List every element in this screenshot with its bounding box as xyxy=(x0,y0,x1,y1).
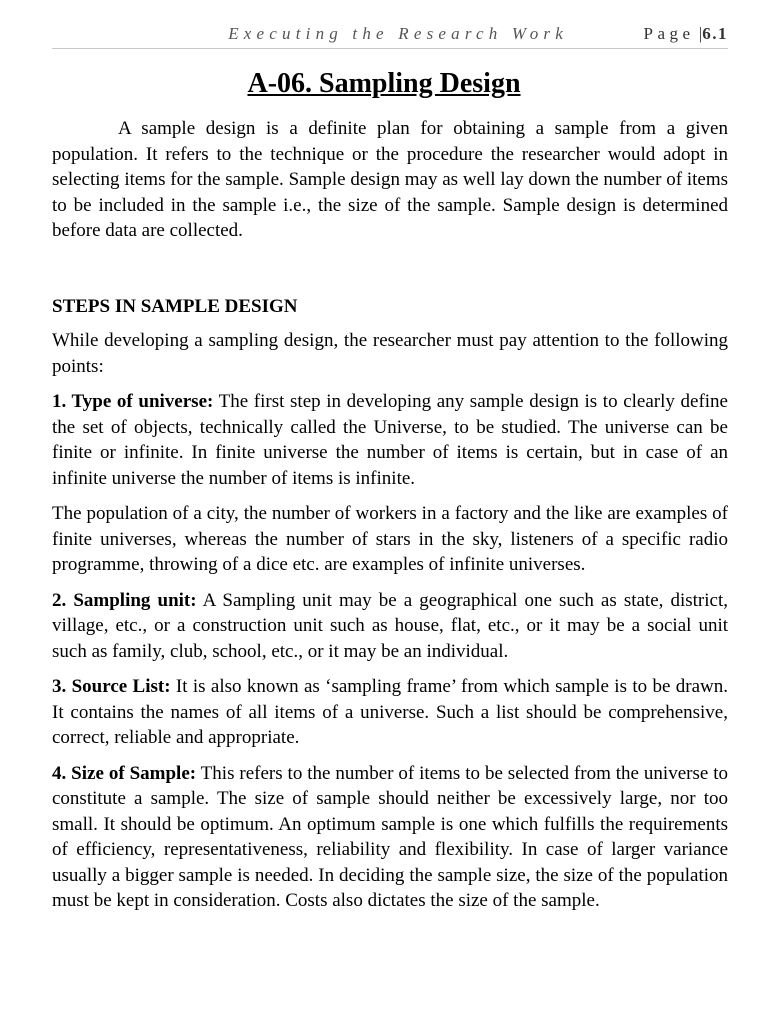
point-sampling-unit xyxy=(52,588,728,665)
steps-intro-paragraph: While developing a sampling design, the researcher must pay attention to the following points: xyxy=(52,330,728,377)
point-label: 4. Size of Sample: xyxy=(52,762,197,784)
point-source-list xyxy=(52,674,728,751)
running-title: Executing the Research Work xyxy=(228,24,568,43)
point-type-of-universe xyxy=(52,389,728,491)
document-body xyxy=(52,116,728,924)
point-text: This refers to the number of items to be selected from the universe to constitute a sample. The size of sample should neither be excessively large, nor too small. It should be optimum. An optimum sample is one which fulfills the requirements of efficiency, representativeness, reliability and flexibility. In case of larger variance usually a bigger sample is needed. In deciding the sample size, the size of the population must be kept in consideration. Costs also dictates the size of the sample. xyxy=(52,762,728,911)
page-title: A-06. Sampling Design xyxy=(247,68,521,99)
point-text: The population of a city, the number of workers in a factory and the like are examples of finite universes, whereas the number of stars in the sky, listeners of a specific radio programme, throwing of a dice etc. are examples of infinite universes. xyxy=(52,503,728,575)
point-label: 3. Source List: xyxy=(52,676,171,697)
point-size-of-sample xyxy=(52,761,728,914)
point-label: 1. Type of universe: xyxy=(52,391,214,412)
page-separator: | xyxy=(698,24,703,43)
point-label: 2. Sampling unit: xyxy=(52,589,197,611)
point-text: A Sampling unit may be a geographical one such as state, district, village, etc., or a construction unit such as house, flat, etc., or it may be a social unit such as family, club, school, etc., or it may be an individual. xyxy=(52,589,728,662)
page-number: 6.1 xyxy=(702,24,728,43)
point-text: It is also known as ‘sampling frame’ from which sample is to be drawn. It contains the names of all items of a universe. Such a list should be comprehensive, correct, reliable and appropriate. xyxy=(52,676,728,748)
page-number-block xyxy=(644,24,728,44)
point-text: The first step in developing any sample design is to clearly define the set of objects, technically called the Universe, to be studied. The universe can be finite or infinite. In finite universe the number of items is certain, but in case of an infinite universe the number of items is infinite. xyxy=(52,391,728,489)
section-heading: STEPS IN SAMPLE DESIGN xyxy=(52,295,298,317)
page-header xyxy=(52,22,728,49)
intro-paragraph: A sample design is a definite plan for obtaining a sample from a given population. It refers to the technique or the procedure the researcher would adopt in selecting items for the sample. Sample design may as well lay down the number of items to be included in the sample i.e., the size of the sample. Sample design is determined before data are collected. xyxy=(52,118,728,241)
page-label: Page xyxy=(643,24,695,43)
universe-examples-paragraph xyxy=(52,501,728,578)
